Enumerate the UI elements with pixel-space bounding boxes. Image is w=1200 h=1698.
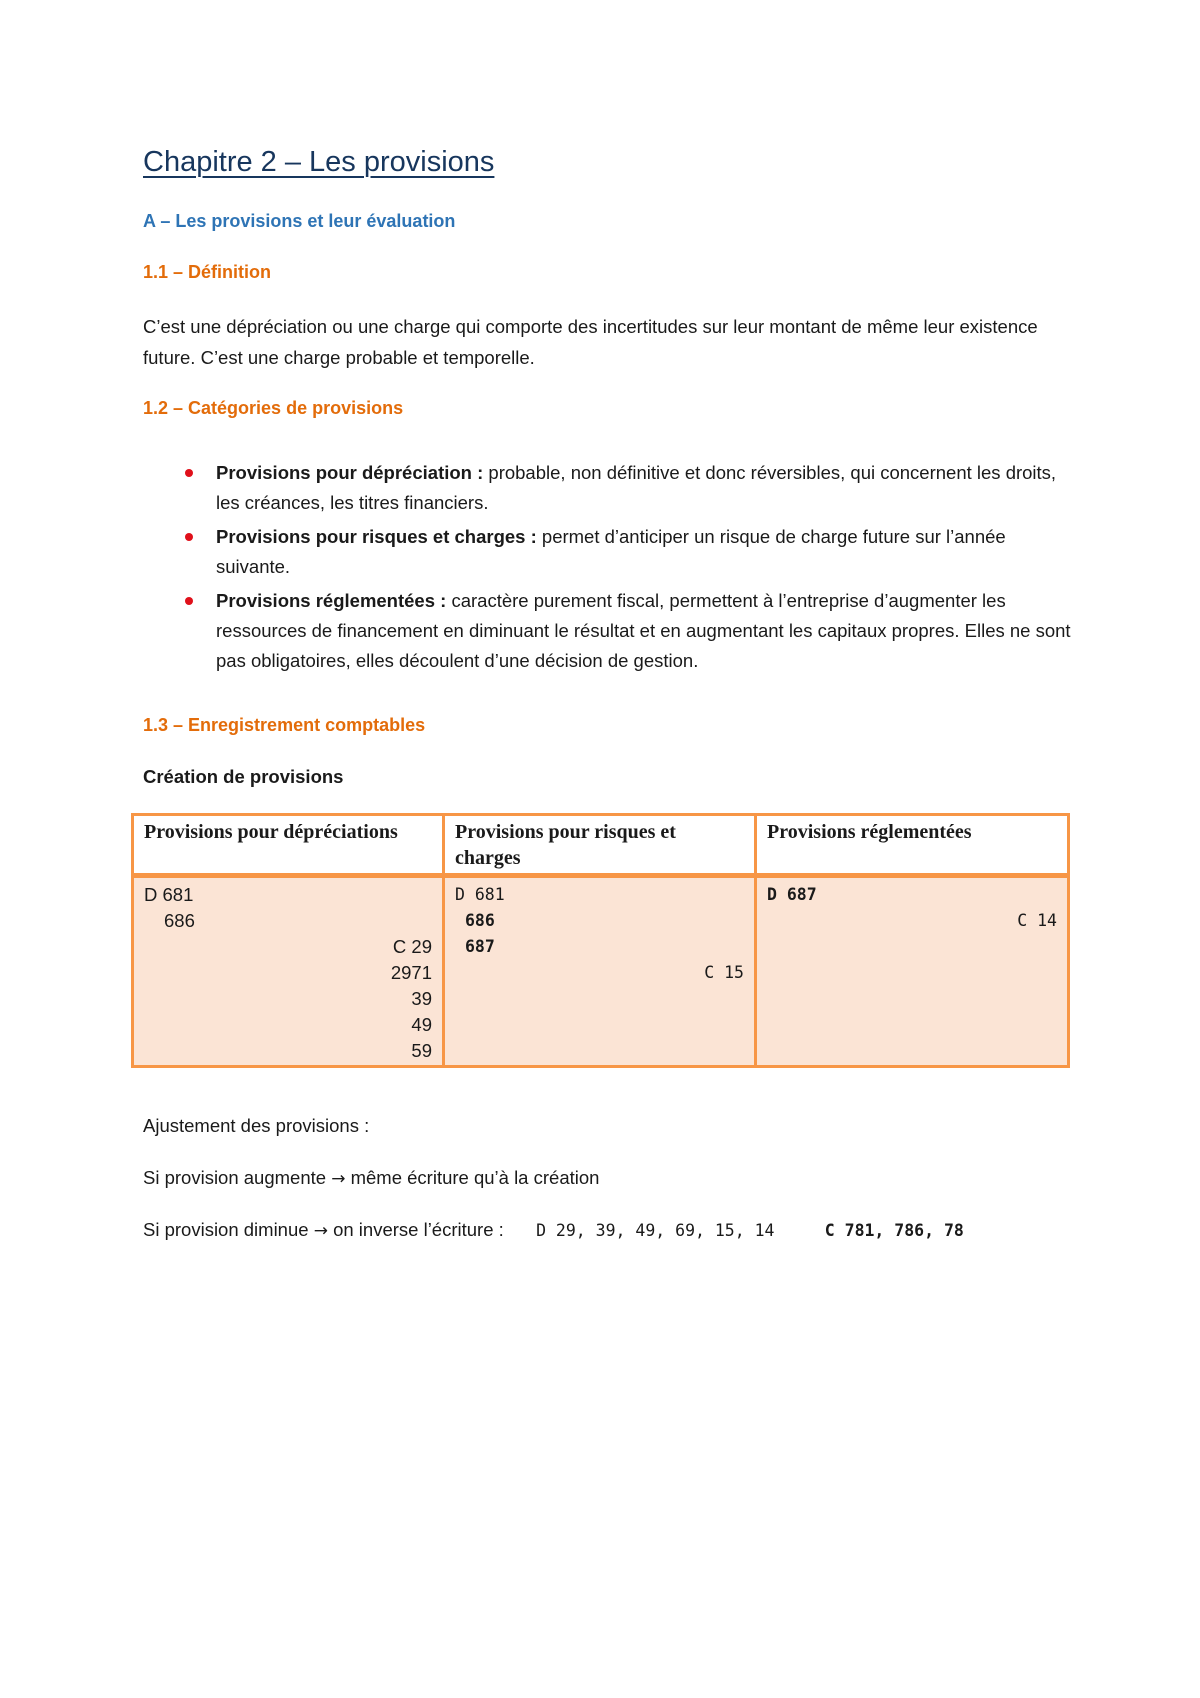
creation-subheading: Création de provisions	[143, 766, 344, 787]
table-header-row	[133, 815, 1069, 876]
increase-suffix: même écriture qu’à la création	[350, 1167, 600, 1188]
credit-entry: C 15	[704, 963, 744, 982]
bullet-icon	[185, 469, 193, 477]
bullet-term: Provisions réglementées :	[216, 590, 447, 611]
adjustment-label: Ajustement des provisions :	[143, 1115, 370, 1136]
cell-depreciation	[133, 876, 444, 1067]
section-a-heading: A – Les provisions et leur évaluation	[143, 211, 456, 231]
definition-text: C’est une dépréciation ou une charge qui comporte des incertitudes sur leur montant de même leur existence future. C’est une charge probable et temporelle.	[143, 316, 1038, 368]
arrow-right-icon: →	[331, 1169, 346, 1189]
chapter-title: Chapitre 2 – Les provisions	[143, 146, 495, 178]
bullet-text: probable, non définitive et donc réversibles, qui concernent les droits, les créances, les titres financiers.	[216, 462, 1057, 513]
bullet-term: Provisions pour risques et charges :	[216, 526, 537, 547]
cell-risks-charges	[444, 876, 756, 1067]
credit-entry-list: C 781, 786, 78	[824, 1221, 964, 1240]
credit-entry: C 29	[392, 936, 432, 957]
credit-entry: 39	[411, 988, 432, 1009]
table-row	[133, 876, 1069, 1067]
credit-entry: 59	[411, 1040, 432, 1061]
decrease-line	[143, 1219, 964, 1241]
increase-prefix: Si provision augmente	[143, 1167, 327, 1188]
provisions-table	[131, 813, 1070, 1068]
debit-entry-list: D 29, 39, 49, 69, 15, 14	[536, 1221, 775, 1240]
cell-regulated	[756, 876, 1069, 1067]
header-risks-charges: Provisions pour risques et charges	[444, 815, 756, 876]
debit-entry: 686	[465, 911, 495, 930]
bullet-text: caractère purement fiscal, permettent à l’entreprise d’augmenter les ressources de financement en diminuant le résultat et en augmentant les capitaux propres. Elles ne sont pas obligatoires, elles découlent d’une décision de gestion.	[216, 590, 1071, 671]
section-1-3-heading: 1.3 – Enregistrement comptables	[143, 715, 426, 735]
header-regulated: Provisions réglementées	[756, 815, 1069, 876]
bullet-icon	[185, 597, 193, 605]
section-1-2-heading: 1.2 – Catégories de provisions	[143, 398, 404, 418]
list-item	[143, 586, 1073, 676]
bullet-text: permet d’anticiper un risque de charge future sur l’année suivante.	[216, 526, 1006, 577]
decrease-prefix: Si provision diminue	[143, 1219, 309, 1240]
arrow-right-icon: →	[313, 1221, 328, 1241]
credit-entry: 2971	[390, 962, 432, 983]
debit-entry: 686	[164, 910, 195, 931]
list-item	[143, 458, 1073, 518]
debit-entry: D 681	[144, 884, 194, 905]
credit-entry: C 14	[1017, 911, 1057, 930]
debit-entry: 687	[465, 937, 495, 956]
debit-entry: D 681	[455, 885, 505, 904]
credit-entry: 49	[411, 1014, 432, 1035]
section-1-1-heading: 1.1 – Définition	[143, 262, 272, 282]
bullet-term: Provisions pour dépréciation :	[216, 462, 484, 483]
header-depreciation: Provisions pour dépréciations	[133, 815, 444, 876]
list-item	[143, 522, 1073, 582]
increase-line	[143, 1167, 599, 1189]
debit-entry: D 687	[767, 885, 817, 904]
bullet-icon	[185, 533, 193, 541]
decrease-suffix: on inverse l’écriture :	[333, 1219, 504, 1240]
categories-list	[143, 458, 1073, 680]
